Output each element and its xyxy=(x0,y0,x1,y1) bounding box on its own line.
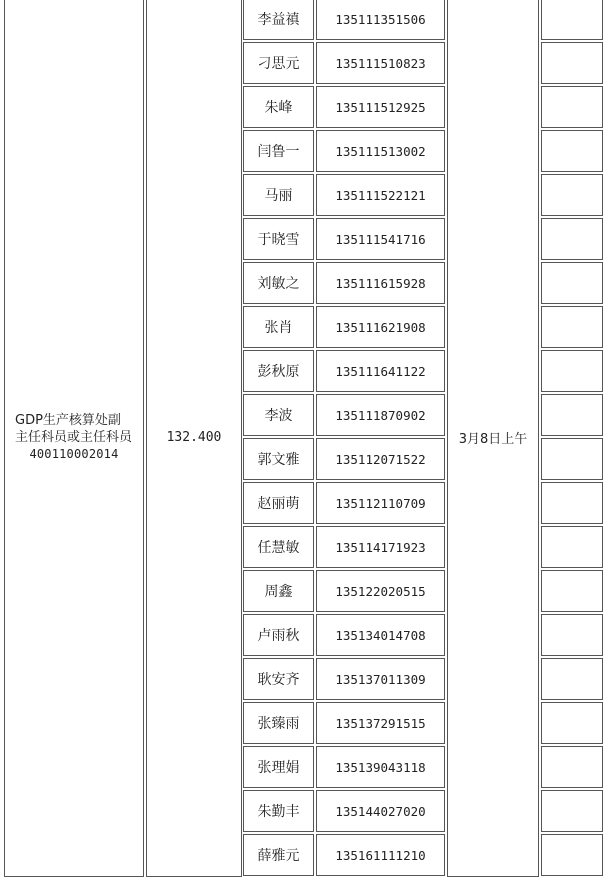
candidate-ticket-number: 135139043118 xyxy=(316,746,445,788)
candidate-name: 刁思元 xyxy=(243,42,314,84)
candidate-ticket-number: 135144027020 xyxy=(316,790,445,832)
remarks-cell xyxy=(541,130,603,172)
remarks-cell xyxy=(541,0,603,40)
candidate-ticket-number: 135111351506 xyxy=(316,0,445,40)
table-row xyxy=(0,394,606,436)
candidate-name: 朱峰 xyxy=(243,86,314,128)
candidate-name: 李波 xyxy=(243,394,314,436)
remarks-cell xyxy=(541,438,603,480)
min-score: 132.400 xyxy=(166,430,222,445)
candidate-name: 赵丽萌 xyxy=(243,482,314,524)
candidate-ticket-number: 135111513002 xyxy=(316,130,445,172)
table-row xyxy=(0,350,606,392)
table-row xyxy=(0,790,606,832)
table-row xyxy=(0,702,606,744)
table-row xyxy=(0,746,606,788)
table-row xyxy=(0,86,606,128)
remarks-cell xyxy=(541,394,603,436)
remarks-cell xyxy=(541,306,603,348)
interview-time: 3月8日上午 xyxy=(458,432,528,447)
candidate-ticket-number: 135137291515 xyxy=(316,702,445,744)
remarks-cell xyxy=(541,262,603,304)
remarks-cell xyxy=(541,482,603,524)
table-row xyxy=(0,174,606,216)
candidate-ticket-number: 135134014708 xyxy=(316,614,445,656)
candidate-name: 于晓雪 xyxy=(243,218,314,260)
table-row xyxy=(0,218,606,260)
table-row xyxy=(0,614,606,656)
candidate-name: 张理娟 xyxy=(243,746,314,788)
table-row xyxy=(0,658,606,700)
table-row xyxy=(0,0,606,40)
candidate-ticket-number: 135122020515 xyxy=(316,570,445,612)
candidate-name: 彭秋原 xyxy=(243,350,314,392)
remarks-cell xyxy=(541,614,603,656)
remarks-cell xyxy=(541,658,603,700)
table-row xyxy=(0,130,606,172)
candidate-name: 张肖 xyxy=(243,306,314,348)
candidate-ticket-number: 135111615928 xyxy=(316,262,445,304)
candidate-ticket-number: 135114171923 xyxy=(316,526,445,568)
table-row xyxy=(0,438,606,480)
candidate-name: 耿安齐 xyxy=(243,658,314,700)
remarks-cell xyxy=(541,86,603,128)
candidate-name: 闫鲁一 xyxy=(243,130,314,172)
position-title: GDP生产核算处副主任科员或主任科员 xyxy=(15,413,133,445)
candidate-name: 周鑫 xyxy=(243,570,314,612)
candidate-name: 马丽 xyxy=(243,174,314,216)
remarks-cell xyxy=(541,526,603,568)
table-row xyxy=(0,306,606,348)
remarks-cell xyxy=(541,702,603,744)
remarks-cell xyxy=(541,570,603,612)
remarks-cell xyxy=(541,174,603,216)
candidate-ticket-number: 135111621908 xyxy=(316,306,445,348)
candidate-ticket-number: 135112110709 xyxy=(316,482,445,524)
table-row xyxy=(0,482,606,524)
table-row xyxy=(0,834,606,876)
candidate-ticket-number: 135112071522 xyxy=(316,438,445,480)
table-row xyxy=(0,570,606,612)
candidate-ticket-number: 135111522121 xyxy=(316,174,445,216)
remarks-cell xyxy=(541,218,603,260)
position-code: 400110002014 xyxy=(29,447,119,461)
candidate-ticket-number: 135137011309 xyxy=(316,658,445,700)
table-row xyxy=(0,262,606,304)
candidate-name: 李益禛 xyxy=(243,0,314,40)
candidate-name: 任慧敏 xyxy=(243,526,314,568)
candidate-name: 朱勤丰 xyxy=(243,790,314,832)
candidate-name: 郭文雅 xyxy=(243,438,314,480)
table-row xyxy=(0,42,606,84)
remarks-cell xyxy=(541,834,603,876)
remarks-cell xyxy=(541,746,603,788)
candidate-ticket-number: 135111870902 xyxy=(316,394,445,436)
candidate-ticket-number: 135111541716 xyxy=(316,218,445,260)
remarks-cell xyxy=(541,790,603,832)
candidate-name: 薛雅元 xyxy=(243,834,314,876)
candidate-ticket-number: 135161111210 xyxy=(316,834,445,876)
candidate-ticket-number: 135111510823 xyxy=(316,42,445,84)
remarks-cell xyxy=(541,42,603,84)
candidate-ticket-number: 135111512925 xyxy=(316,86,445,128)
table-row xyxy=(0,526,606,568)
remarks-cell xyxy=(541,350,603,392)
candidate-name: 刘敏之 xyxy=(243,262,314,304)
candidate-name: 卢雨秋 xyxy=(243,614,314,656)
candidate-ticket-number: 135111641122 xyxy=(316,350,445,392)
candidate-name: 张臻雨 xyxy=(243,702,314,744)
